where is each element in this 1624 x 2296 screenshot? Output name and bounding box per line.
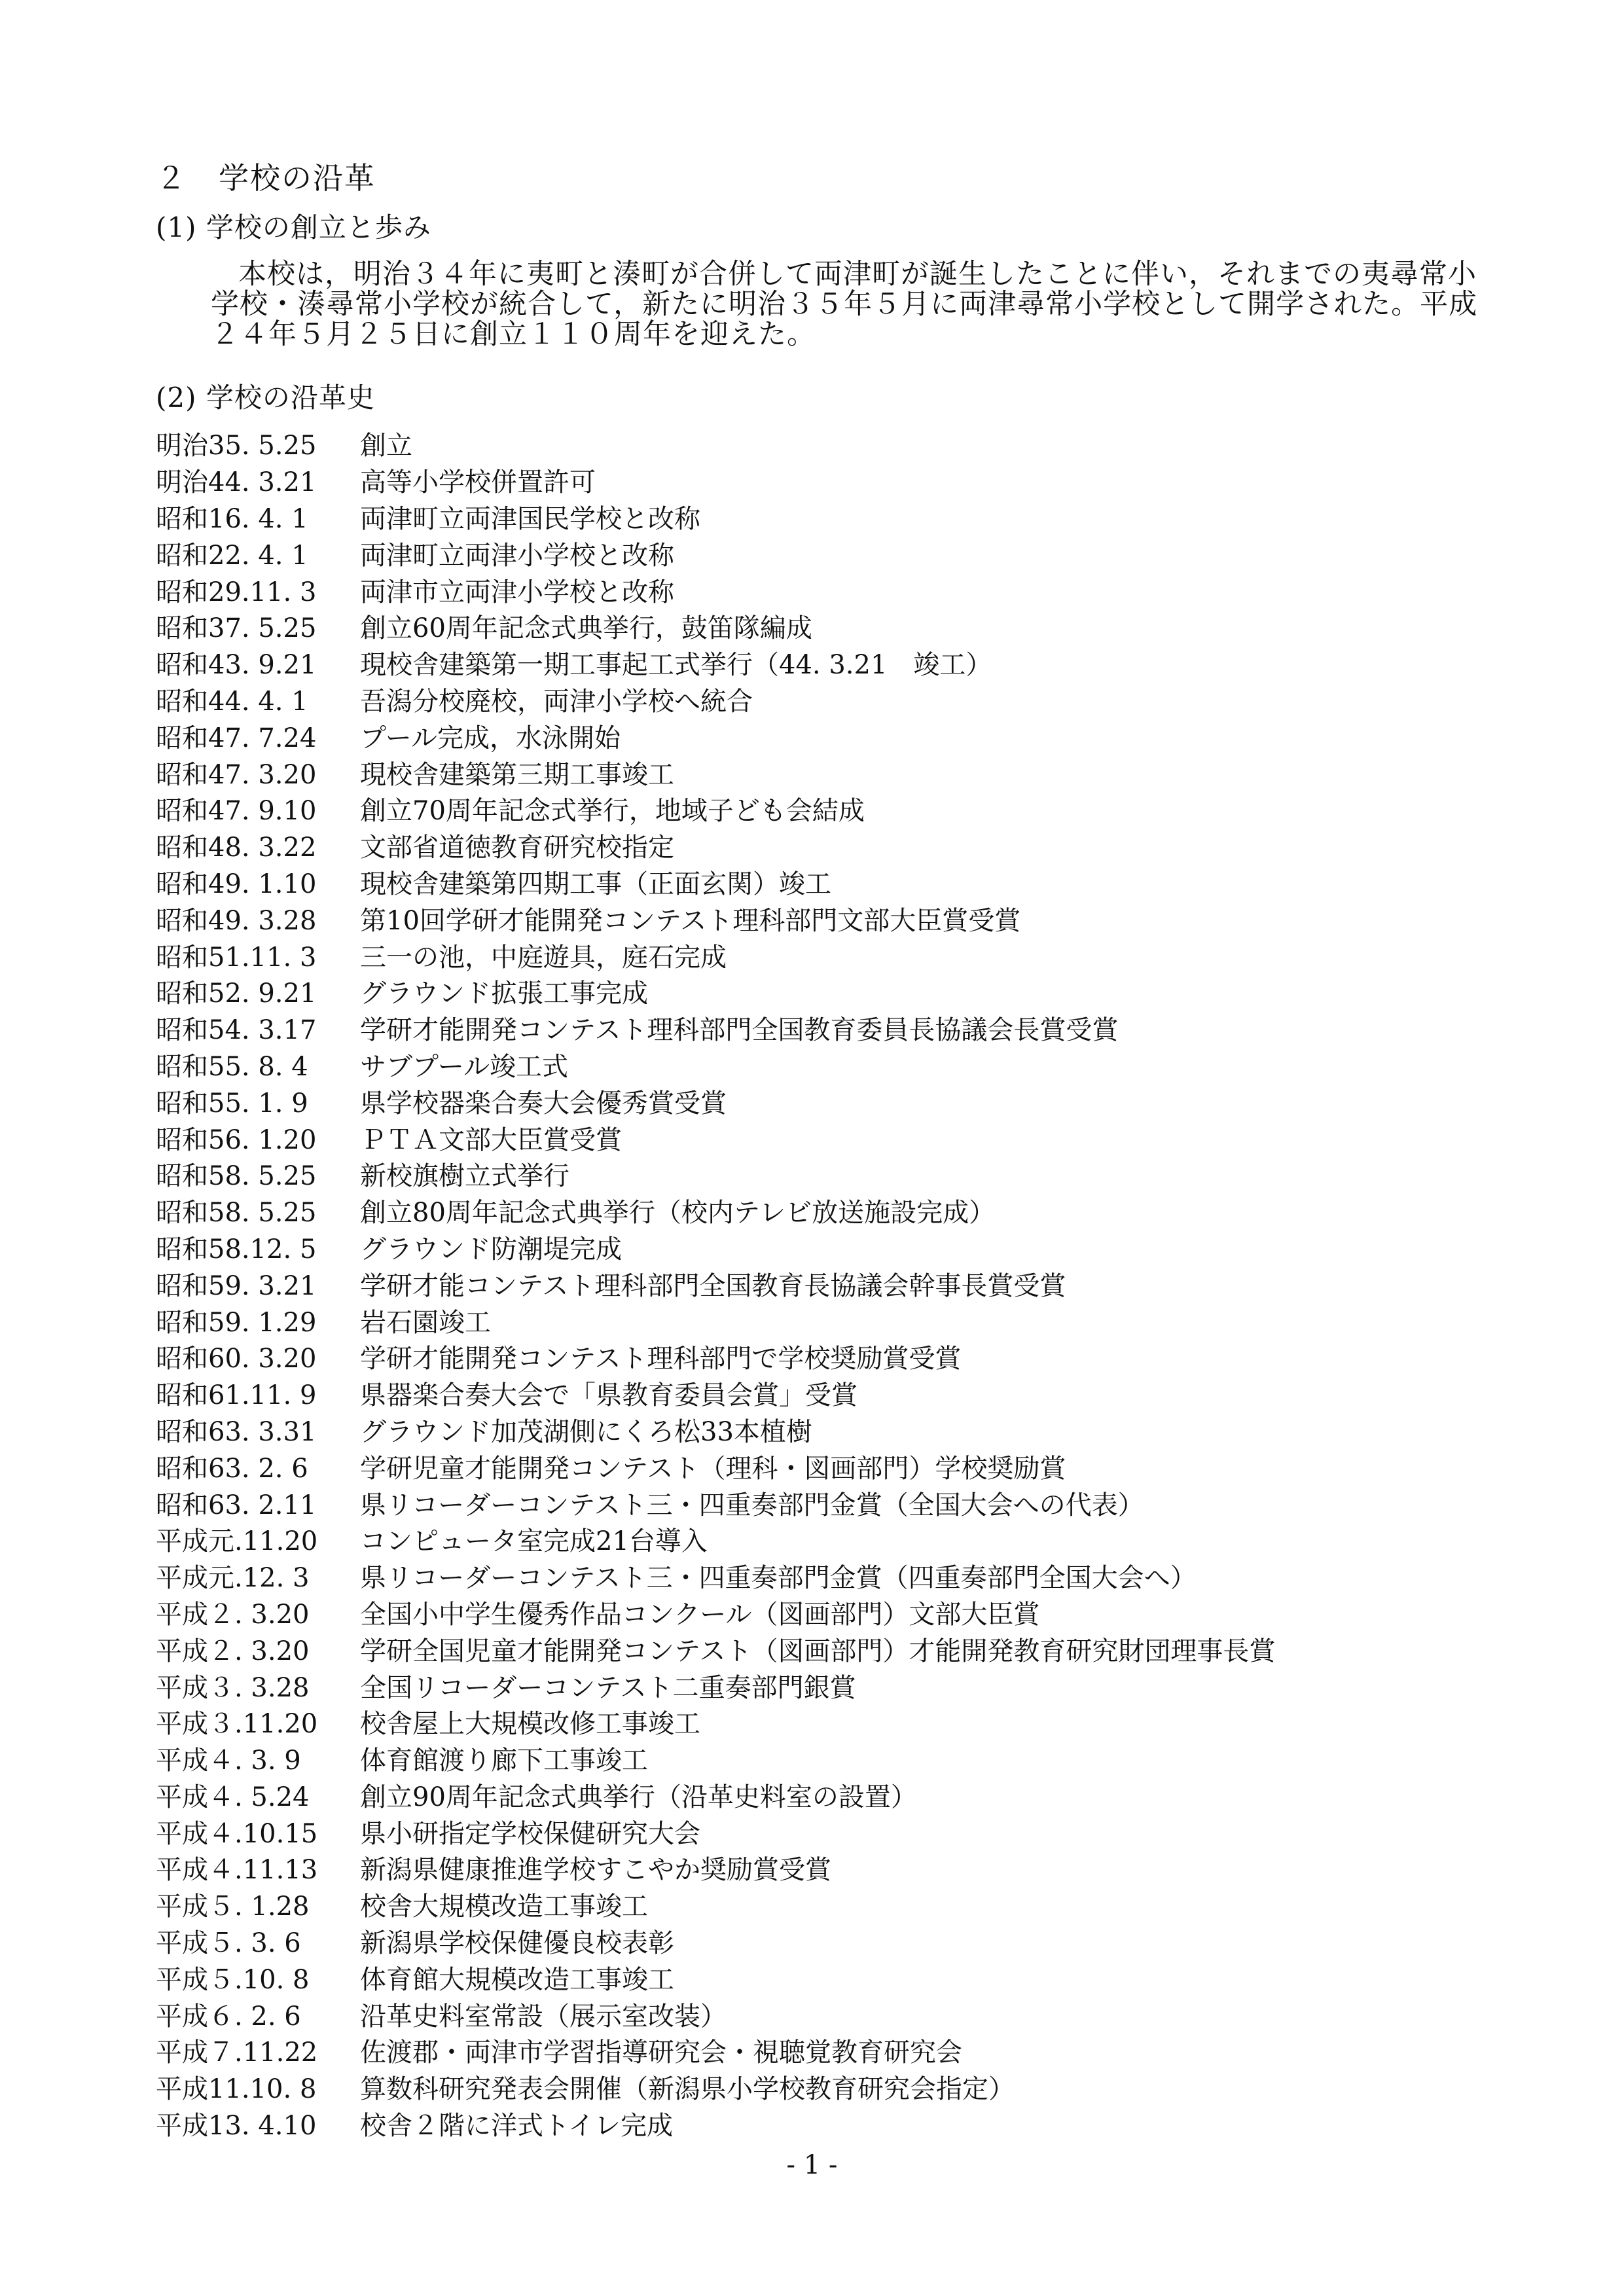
history-entry-date: 昭和55. 1. 9 [156, 1088, 308, 1119]
history-entry-event: 校舎２階に洋式トイレ完成 [360, 2111, 673, 2142]
history-entry [156, 1156, 1478, 1193]
founding-paragraph: 本校は，明治３４年に夷町と湊町が合併して両津町が誕生したことに伴い，それまでの夷尋常小学校・湊尋常小学校が統合して，新たに明治３５年５月に両津尋常小学校として開学された。平成２４年５月２５日に創立１１０周年を迎えた。 [211, 258, 1478, 351]
history-entry-date: 平成元.12. 3 [156, 1563, 310, 1594]
history-entry-event: 新潟県健康推進学校すこやか奨励賞受賞 [360, 1855, 831, 1886]
history-entry-date: 明治35. 5.25 [156, 431, 317, 461]
history-entry-event: 文部省道徳教育研究校指定 [360, 833, 674, 863]
history-entry-event: グラウンド加茂湖側にくろ松33本植樹 [360, 1416, 812, 1447]
history-entry-date: 昭和29.11. 3 [156, 577, 317, 607]
history-entry [156, 2069, 1478, 2106]
history-entry [156, 1704, 1478, 1740]
history-entry-event: 学研全国児童才能開発コンテスト（図画部門）才能開発教育研究財団理事長賞 [360, 1636, 1276, 1666]
history-entry [156, 864, 1478, 901]
history-entry-date: 昭和44. 4. 1 [156, 686, 308, 717]
section-title: ２ 学校の沿革 [156, 160, 376, 196]
history-entry [156, 1594, 1478, 1631]
history-entry-date: 平成５.10. 8 [156, 1964, 310, 1995]
history-entry [156, 645, 1478, 681]
history-entry-event: 創立90周年記念式典挙行（沿革史料室の設置） [360, 1782, 917, 1812]
history-entry [156, 1813, 1478, 1850]
history-entry-date: 昭和49. 1.10 [156, 869, 317, 899]
history-entry-event: 学研才能コンテスト理科部門全国教育長協議会幹事長賞受賞 [360, 1270, 1066, 1301]
history-entry-date: 昭和16. 4. 1 [156, 504, 308, 534]
history-entry-event: 沿革史料室常設（展示室改装） [360, 2001, 727, 2032]
history-entry [156, 1558, 1478, 1594]
history-entry [156, 754, 1478, 791]
history-entry [156, 973, 1478, 1010]
history-list [156, 425, 1478, 2142]
history-entry-event: 全国小中学生優秀作品コンクール（図画部門）文部大臣賞 [360, 1599, 1040, 1630]
history-entry [156, 681, 1478, 718]
history-entry-event: 両津町立両津国民学校と改称 [360, 504, 700, 534]
history-entry [156, 1740, 1478, 1777]
history-entry [156, 1959, 1478, 1996]
history-entry-date: 平成４. 5.24 [156, 1782, 310, 1812]
history-entry [156, 1996, 1478, 2032]
history-entry-event: 体育館大規模改造工事竣工 [360, 1964, 674, 1995]
history-entry-date: 平成４.10.15 [156, 1818, 318, 1849]
history-entry-date: 昭和63. 3.31 [156, 1416, 317, 1447]
history-entry-date: 昭和37. 5.25 [156, 613, 317, 644]
history-entry-date: 昭和48. 3.22 [156, 833, 317, 863]
history-entry-date: 平成５. 3. 6 [156, 1928, 301, 1959]
history-entry-event: 県リコーダーコンテスト三・四重奏部門金賞（四重奏部門全国大会へ） [360, 1563, 1197, 1594]
history-entry-event: 学研才能開発コンテスト理科部門全国教育委員長協議会長賞受賞 [360, 1015, 1119, 1046]
history-entry [156, 1412, 1478, 1448]
history-entry-date: 昭和58. 5.25 [156, 1198, 317, 1229]
history-entry-event: 県器楽合奏大会で「県教育委員会賞」受賞 [360, 1380, 857, 1411]
history-entry [156, 1923, 1478, 1960]
history-entry-event: プール完成，水泳開始 [360, 723, 621, 753]
history-entry-event: 校舎屋上大規模改修工事竣工 [360, 1709, 700, 1740]
history-entry-event: 創立80周年記念式典挙行（校内テレビ放送施設完成） [360, 1198, 996, 1229]
history-entry [156, 900, 1478, 937]
history-entry-date: 平成２. 3.20 [156, 1599, 310, 1630]
history-entry-date: 昭和54. 3.17 [156, 1015, 317, 1046]
history-entry-date: 明治44. 3.21 [156, 467, 317, 498]
history-entry-event: 新校旗樹立式挙行 [360, 1161, 569, 1192]
history-entry-date: 昭和60. 3.20 [156, 1344, 317, 1374]
history-entry [156, 791, 1478, 827]
history-entry [156, 1630, 1478, 1667]
history-entry-event: 県リコーダーコンテスト三・四重奏部門金賞（全国大会への代表） [360, 1490, 1144, 1520]
history-entry [156, 1229, 1478, 1266]
history-entry-date: 昭和49. 3.28 [156, 905, 317, 936]
history-entry-date: 平成４. 3. 9 [156, 1746, 301, 1776]
history-entry [156, 1850, 1478, 1886]
page-number: - 1 - [786, 2150, 838, 2180]
history-entry-event: 第10回学研才能開発コンテスト理科部門文部大臣賞受賞 [360, 905, 1021, 936]
history-entry-date: 昭和47. 3.20 [156, 759, 317, 790]
history-entry-date: 平成３.11.20 [156, 1709, 318, 1740]
history-entry-date: 平成13. 4.10 [156, 2111, 317, 2142]
history-entry-event: 両津市立両津小学校と改称 [360, 577, 674, 607]
history-entry-date: 昭和63. 2. 6 [156, 1453, 308, 1484]
history-entry-date: 平成７.11.22 [156, 2037, 318, 2068]
history-entry [156, 717, 1478, 754]
history-entry-event: グラウンド防潮堤完成 [360, 1234, 622, 1265]
history-entry-date: 平成３. 3.28 [156, 1672, 310, 1703]
history-entry-event: 佐渡郡・両津市学習指導研究会・視聴覚教育研究会 [360, 2037, 962, 2068]
history-entry [156, 462, 1478, 499]
history-entry-event: 全国リコーダーコンテスト二重奏部門銀賞 [360, 1672, 856, 1703]
history-entry [156, 1776, 1478, 1813]
history-entry [156, 425, 1478, 462]
history-entry-date: 平成４.11.13 [156, 1855, 318, 1886]
history-entry-date: 昭和51.11. 3 [156, 942, 317, 973]
history-entry-event: 創立60周年記念式典挙行，鼓笛隊編成 [360, 613, 812, 644]
history-entry [156, 2106, 1478, 2142]
history-entry [156, 1521, 1478, 1558]
history-entry-event: コンピュータ室完成21台導入 [360, 1526, 708, 1557]
history-entry-date: 昭和59. 3.21 [156, 1270, 317, 1301]
founding-heading: (1) 学校の創立と歩み [156, 211, 431, 243]
history-entry-event: ＰＴＡ文部大臣賞受賞 [360, 1124, 622, 1155]
history-entry [156, 937, 1478, 973]
history-entry-event: 体育館渡り廊下工事竣工 [360, 1746, 648, 1776]
history-entry-date: 昭和59. 1.29 [156, 1307, 317, 1338]
history-entry [156, 1119, 1478, 1156]
history-entry-event: 県小研指定学校保健研究大会 [360, 1818, 700, 1849]
history-entry [156, 1448, 1478, 1484]
history-entry [156, 571, 1478, 608]
history-entry-date: 昭和22. 4. 1 [156, 540, 308, 571]
history-entry-date: 平成元.11.20 [156, 1526, 318, 1557]
history-entry-event: 校舎大規模改造工事竣工 [360, 1892, 648, 1922]
history-entry-event: 吾潟分校廃校，両津小学校へ統合 [360, 686, 753, 717]
history-entry-event: 三一の池，中庭遊具，庭石完成 [360, 942, 727, 973]
history-entry-date: 昭和47. 9.10 [156, 796, 317, 827]
history-entry [156, 1667, 1478, 1704]
history-entry-event: 学研才能開発コンテスト理科部門で学校奨励賞受賞 [360, 1344, 962, 1374]
history-entry [156, 1083, 1478, 1119]
history-entry [156, 1338, 1478, 1375]
history-entry-date: 平成５. 1.28 [156, 1892, 310, 1922]
history-entry [156, 1375, 1478, 1412]
history-entry-date: 昭和63. 2.11 [156, 1490, 317, 1520]
history-entry-event: 学研児童才能開発コンテスト（理科・図画部門）学校奨励賞 [360, 1453, 1066, 1484]
history-entry-event: 高等小学校併置許可 [360, 467, 596, 498]
history-entry-event: 創立 [360, 431, 412, 461]
history-entry-date: 平成２. 3.20 [156, 1636, 310, 1666]
history-entry-event: 新潟県学校保健優良校表彰 [360, 1928, 674, 1959]
history-entry [156, 827, 1478, 864]
history-entry [156, 499, 1478, 535]
history-entry-event: 現校舎建築第一期工事起工式挙行（44. 3.21 竣工） [360, 650, 992, 681]
history-entry-event: 両津町立両津小学校と改称 [360, 540, 674, 571]
history-entry-date: 昭和61.11. 9 [156, 1380, 317, 1411]
history-entry-event: 創立70周年記念式挙行，地域子ども会結成 [360, 796, 865, 827]
history-entry [156, 1302, 1478, 1338]
history-entry [156, 1265, 1478, 1302]
history-entry-event: グラウンド拡張工事完成 [360, 978, 648, 1009]
history-entry [156, 1484, 1478, 1521]
history-entry-date: 平成６. 2. 6 [156, 2001, 301, 2032]
history-entry-event: 現校舎建築第四期工事（正面玄関）竣工 [360, 869, 831, 899]
history-entry-event: 県学校器楽合奏大会優秀賞受賞 [360, 1088, 727, 1119]
history-entry-date: 昭和52. 9.21 [156, 978, 317, 1009]
history-entry [156, 2032, 1478, 2069]
history-entry-date: 昭和58.12. 5 [156, 1234, 317, 1265]
history-entry [156, 608, 1478, 645]
history-entry [156, 1010, 1478, 1047]
history-entry-event: 現校舎建築第三期工事竣工 [360, 759, 674, 790]
history-entry-event: 岩石園竣工 [360, 1307, 491, 1338]
history-entry-event: 算数科研究発表会開催（新潟県小学校教育研究会指定） [360, 2074, 1015, 2105]
history-entry [156, 1193, 1478, 1229]
history-entry-date: 昭和55. 8. 4 [156, 1051, 308, 1082]
history-entry [156, 1047, 1478, 1083]
history-entry [156, 535, 1478, 571]
history-entry [156, 1886, 1478, 1923]
history-entry-date: 昭和43. 9.21 [156, 650, 317, 681]
history-entry-date: 昭和47. 7.24 [156, 723, 317, 753]
history-entry-date: 昭和56. 1.20 [156, 1124, 317, 1155]
history-heading: (2) 学校の沿革史 [156, 382, 375, 414]
history-entry-date: 平成11.10. 8 [156, 2074, 317, 2105]
history-entry-event: サブプール竣工式 [360, 1051, 568, 1082]
history-entry-date: 昭和58. 5.25 [156, 1161, 317, 1192]
